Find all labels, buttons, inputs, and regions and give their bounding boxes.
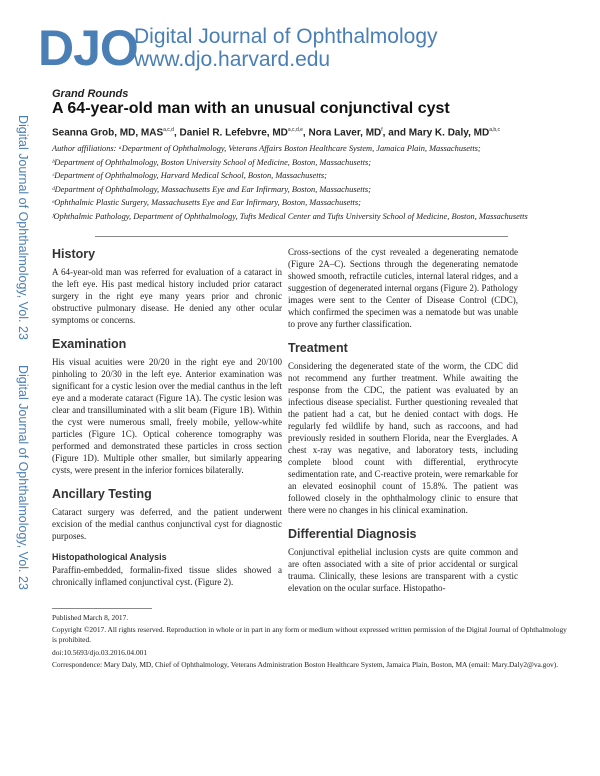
author-list	[52, 127, 500, 138]
affiliation-line	[52, 196, 572, 210]
treatment-heading: Treatment	[288, 341, 348, 355]
affiliation-line	[52, 169, 572, 183]
header-divider	[95, 236, 508, 237]
affiliation-label: Author affiliations:	[52, 144, 117, 153]
article-kicker: Grand Rounds	[52, 88, 129, 100]
author-sup: a,b,c	[489, 127, 501, 133]
affiliation-text: ᶠOphthalmic Pathology, Department of Ophthalmology, Tufts Medical Center and Tufts University School of Medicine, Boston, Massachusetts	[52, 211, 528, 221]
author-sep: ,	[173, 127, 177, 139]
side-label-top: Digital Journal of Ophthalmology, Vol. 23	[16, 115, 30, 340]
journal-name: Digital Journal of Ophthalmology	[134, 25, 438, 48]
affiliation-text: ᶜDepartment of Ophthalmology, Harvard Medical School, Boston, Massachusetts;	[52, 171, 327, 181]
author-name: Mary K. Daly, MD	[408, 127, 490, 139]
journal-url[interactable]: www.djo.harvard.edu	[134, 48, 331, 71]
footer	[52, 608, 572, 672]
side-label-bottom: Digital Journal of Ophthalmology, Vol. 23	[16, 365, 30, 590]
treatment-text: Considering the degenerated state of the worm, the CDC did not recommend any further treatment. While awaiting the response from the CDC, the patient was evaluated by an infectious disease specialist. Further questioning revealed that the patient had a cat, but he denied contact with dogs. He regularly fed wildlife by hand, such as raccoons, and had previously resided in southern Florida, near the Everglades. A chest x-ray was negative, and laboratory tests, including complete blood count with differential, erythrocyte sedimentation rate, and C-reactive protein, were remarkable for an elevated eosinophil count of 15.8%. The patient was followed closely in the ophthalmology clinic to ensure that there were no changes in his clinical examination.	[288, 361, 518, 515]
left-column	[52, 246, 282, 598]
author-name: Seanna Grob, MD, MAS	[52, 127, 164, 139]
author-sup: f	[381, 127, 383, 133]
affiliations	[52, 142, 572, 224]
affiliation-line	[52, 156, 572, 170]
journal-logo: DJO	[38, 20, 138, 76]
affiliation-text: ᵉOphthalmic Plastic Surgery, Massachusetts Eye and Ear Infirmary, Boston, Massachusetts;	[52, 198, 361, 208]
author-sup: a,c,d	[163, 127, 174, 133]
correspondence: Correspondence: Mary Daly, MD, Chief of Ophthalmology, Veterans Administration Boston Healthcare System, Jamaica Plain, Boston, MA (email: Mary.Daly2@va.gov).	[52, 659, 559, 669]
differential-heading: Differential Diagnosis	[288, 527, 417, 541]
author-sep: ,	[302, 127, 306, 139]
ancillary-heading: Ancillary Testing	[52, 487, 152, 501]
differential-text: Conjunctival epithelial inclusion cysts are quite common and are often associated with a site of prior accidental or surgical trauma. Clinically, these lesions are transparent with a cystic elevation on the ocular surface. Histopatho-	[288, 547, 518, 593]
author-sup: a,c,d,e	[287, 127, 303, 133]
examination-text: His visual acuities were 20/20 in the right eye and 20/100 pinholing to 20/30 in the left eye. Anterior examination was significant for a cystic lesion over the medial canthus in the left eye and a moderate cataract (Figure 1A). The cystic lesion was clear and transilluminated with a slit beam (Figure 1B). Within the cyst were numerous small, freely mobile, yellow-white particles (Figure 1C). Optical coherence tomography was performed and demonstrated these particles in cross section (Figure 1D). Multiple other smaller, but similarly appearing cysts, were present in the inferior fornices bilaterally.	[52, 357, 282, 475]
ancillary-text: Cataract surgery was deferred, and the patient underwent excision of the medial canthus conjunctival cyst for diagnostic purposes.	[52, 507, 282, 541]
article-title: A 64-year-old man with an unusual conjunctival cyst	[52, 100, 450, 117]
affiliation-text: ᵈDepartment of Ophthalmology, Massachusetts Eye and Ear Infirmary, Boston, Massachusetts;	[52, 184, 371, 194]
copyright-notice: Copyright ©2017. All rights reserved. Reproduction in whole or in part in any form or medium without expressed written permission of the Digital Journal of Ophthalmology is prohibited.	[52, 625, 567, 645]
author-sep: , and	[382, 127, 407, 139]
examination-heading: Examination	[52, 337, 127, 351]
histopathology-text: Paraffin-embedded, formalin-fixed tissue slides showed a chronically inflamed conjunctival cyst. (Figure 2).	[52, 565, 282, 587]
histopathology-subheading: Histopathological Analysis	[52, 552, 167, 562]
affiliation-line	[52, 210, 572, 224]
published-date: Published March 8, 2017.	[52, 613, 129, 622]
author-name: Nora Laver, MD	[308, 127, 382, 139]
doi[interactable]: doi:10.5693/djo.03.2016.04.001	[52, 647, 148, 657]
affiliation-line	[52, 183, 572, 197]
journal-header	[38, 18, 578, 78]
footer-rule	[52, 608, 152, 609]
author-name: Daniel R. Lefebvre, MD	[179, 127, 288, 139]
right-column	[288, 246, 518, 604]
history-heading: History	[52, 247, 96, 261]
affiliation-text: ᵃDepartment of Ophthalmology, Veterans Affairs Boston Healthcare System, Jamaica Plain, Massachusetts;	[118, 144, 481, 153]
affiliation-line	[52, 142, 572, 156]
continued-text: Cross-sections of the cyst revealed a degenerating nematode (Figure 2A–C). Sections through the degenerating nematode showed smooth, refractile cuticles, internal lateral ridges, and a suggestion of degenerated internal organs (Figure 2). Pathology images were sent to the Center of Disease Control (CDC), which confirmed the specimen was a nematode but was unable to prove any further classification.	[288, 247, 518, 329]
history-text: A 64-year-old man was referred for evaluation of a cataract in the left eye. His past medical history included prior cataract surgery in the right eye many years prior and chronic obstructive pulmonary disease. He denied any other ocular symptoms or concerns.	[52, 267, 282, 325]
affiliation-text: ᵇDepartment of Ophthalmology, Boston University School of Medicine, Boston, Massachusetts;	[52, 157, 372, 167]
